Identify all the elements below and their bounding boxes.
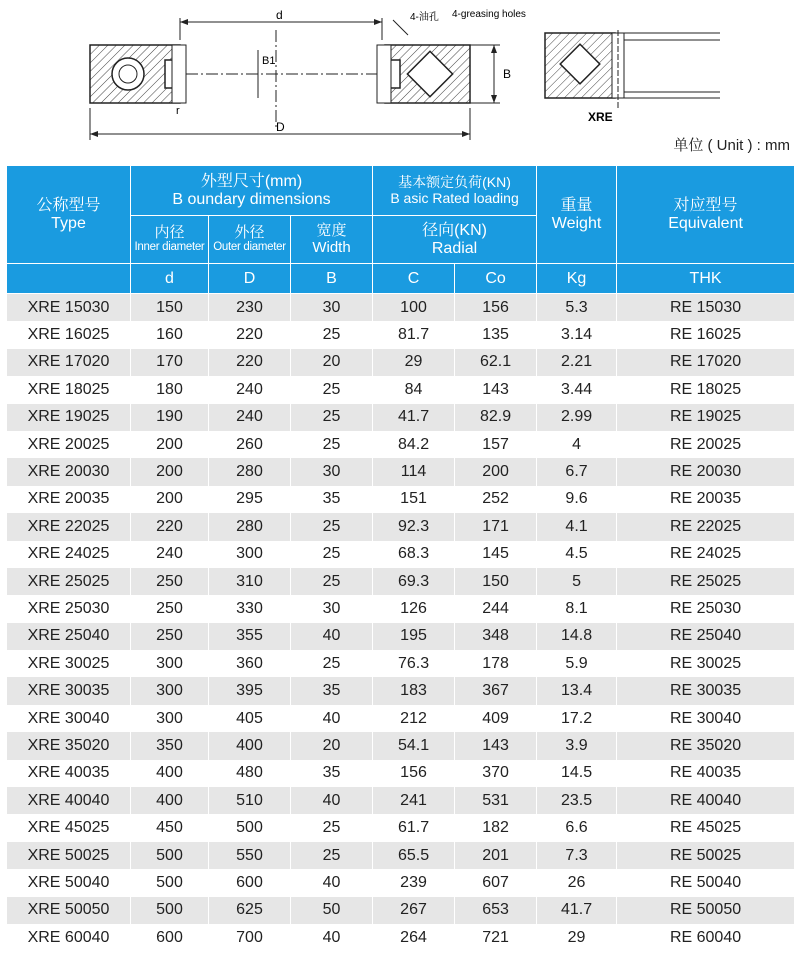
table-row (7, 842, 795, 869)
inner-diameter-cell: 500 (131, 842, 209, 869)
weight-cell: 4 (537, 431, 617, 458)
width-cell: 25 (291, 376, 373, 403)
inner-diameter-cell: 450 (131, 814, 209, 841)
inner-diameter-cell: 160 (131, 321, 209, 348)
table-row (7, 486, 795, 513)
type-cell: XRE 17020 (7, 349, 131, 376)
radial-header-en: Radial (431, 239, 478, 257)
table-row (7, 349, 795, 376)
table-row (7, 458, 795, 485)
inner-header-en: Inner diameter (134, 241, 205, 254)
table-row (7, 732, 795, 759)
width-cell: 40 (291, 924, 373, 951)
radial-co-cell: 200 (455, 458, 537, 485)
equivalent-cell: RE 19025 (617, 404, 795, 431)
outer-header (209, 216, 291, 264)
inner-diameter-cell: 200 (131, 431, 209, 458)
width-header-cn: 宽度 (316, 222, 347, 239)
equivalent-cell: RE 40040 (617, 787, 795, 814)
outer-diameter-cell: 500 (209, 814, 291, 841)
width-cell: 35 (291, 760, 373, 787)
equivalent-cell: RE 35020 (617, 732, 795, 759)
radial-c-cell: 68.3 (373, 541, 455, 568)
radial-c-cell: 264 (373, 924, 455, 951)
weight-cell: 5.9 (537, 650, 617, 677)
width-cell: 25 (291, 541, 373, 568)
equivalent-header-cn: 对应型号 (673, 196, 738, 214)
equivalent-cell: RE 25040 (617, 623, 795, 650)
type-cell: XRE 30035 (7, 677, 131, 704)
type-cell: XRE 60040 (7, 924, 131, 951)
width-cell: 40 (291, 623, 373, 650)
width-cell: 20 (291, 349, 373, 376)
table-row (7, 321, 795, 348)
radial-co-cell: 62.1 (455, 349, 537, 376)
boundary-header-cn: 外型尺寸(mm) (200, 172, 303, 190)
inner-diameter-cell: 250 (131, 623, 209, 650)
col-Co: Co (455, 264, 537, 294)
type-cell: XRE 16025 (7, 321, 131, 348)
width-cell: 25 (291, 814, 373, 841)
unit-note: 单位 ( Unit ) : mm (673, 137, 790, 154)
inner-diameter-cell: 400 (131, 787, 209, 814)
equivalent-cell: RE 50040 (617, 869, 795, 896)
type-cell: XRE 25030 (7, 595, 131, 622)
type-cell: XRE 30025 (7, 650, 131, 677)
table-row (7, 677, 795, 704)
equivalent-cell: RE 17020 (617, 349, 795, 376)
type-cell: XRE 30040 (7, 705, 131, 732)
weight-cell: 17.2 (537, 705, 617, 732)
col-D: D (209, 264, 291, 294)
radial-c-cell: 126 (373, 595, 455, 622)
inner-diameter-cell: 300 (131, 650, 209, 677)
weight-cell: 6.6 (537, 814, 617, 841)
outer-diameter-cell: 310 (209, 568, 291, 595)
equivalent-cell: RE 20030 (617, 458, 795, 485)
weight-cell: 2.99 (537, 404, 617, 431)
radial-header (373, 216, 537, 264)
weight-cell: 14.5 (537, 760, 617, 787)
table-row (7, 376, 795, 403)
radial-c-cell: 65.5 (373, 842, 455, 869)
weight-cell: 4.1 (537, 513, 617, 540)
outer-diameter-cell: 280 (209, 458, 291, 485)
radial-co-cell: 145 (455, 541, 537, 568)
width-cell: 25 (291, 650, 373, 677)
table-row (7, 513, 795, 540)
weight-cell: 6.7 (537, 458, 617, 485)
type-cell: XRE 50040 (7, 869, 131, 896)
inner-diameter-cell: 190 (131, 404, 209, 431)
holes-cn-label: 4-油孔 (410, 12, 439, 23)
type-cell: XRE 35020 (7, 732, 131, 759)
radial-c-cell: 69.3 (373, 568, 455, 595)
equivalent-cell: RE 50050 (617, 897, 795, 924)
radial-c-cell: 61.7 (373, 814, 455, 841)
table-header (7, 166, 795, 294)
boundary-header (131, 166, 373, 216)
width-cell: 50 (291, 897, 373, 924)
table-row (7, 787, 795, 814)
inner-diameter-cell: 400 (131, 760, 209, 787)
weight-cell: 29 (537, 924, 617, 951)
table-row (7, 705, 795, 732)
outer-diameter-cell: 295 (209, 486, 291, 513)
radial-co-cell: 607 (455, 869, 537, 896)
boundary-header-en: B oundary dimensions (172, 190, 331, 208)
radial-header-cn: 径向(KN) (422, 221, 487, 239)
radial-c-cell: 151 (373, 486, 455, 513)
radial-co-cell: 157 (455, 431, 537, 458)
dim-d-label: d (276, 8, 283, 22)
type-cell: XRE 24025 (7, 541, 131, 568)
type-cell: XRE 20030 (7, 458, 131, 485)
equivalent-header-en: Equivalent (668, 214, 743, 232)
width-header (291, 216, 373, 264)
weight-cell: 14.8 (537, 623, 617, 650)
table-row (7, 814, 795, 841)
weight-cell: 9.6 (537, 486, 617, 513)
outer-diameter-cell: 600 (209, 869, 291, 896)
radial-co-cell: 252 (455, 486, 537, 513)
width-header-en: Width (312, 238, 351, 256)
type-cell: XRE 18025 (7, 376, 131, 403)
radial-c-cell: 84.2 (373, 431, 455, 458)
radial-co-cell: 348 (455, 623, 537, 650)
outer-diameter-cell: 240 (209, 376, 291, 403)
weight-cell: 3.9 (537, 732, 617, 759)
inner-diameter-cell: 250 (131, 568, 209, 595)
radial-co-cell: 171 (455, 513, 537, 540)
radial-c-cell: 241 (373, 787, 455, 814)
inner-diameter-cell: 500 (131, 897, 209, 924)
col-kg: Kg (537, 264, 617, 294)
outer-diameter-cell: 280 (209, 513, 291, 540)
equivalent-cell: RE 45025 (617, 814, 795, 841)
equivalent-cell: RE 60040 (617, 924, 795, 951)
inner-diameter-cell: 250 (131, 595, 209, 622)
equivalent-cell: RE 30025 (617, 650, 795, 677)
type-header-en: Type (51, 214, 86, 232)
spec-table (6, 165, 795, 951)
radial-co-cell: 244 (455, 595, 537, 622)
equivalent-cell: RE 25030 (617, 595, 795, 622)
equivalent-cell: RE 20025 (617, 431, 795, 458)
type-cell: XRE 20025 (7, 431, 131, 458)
equivalent-header (617, 166, 795, 264)
outer-diameter-cell: 355 (209, 623, 291, 650)
table-row (7, 404, 795, 431)
radial-co-cell: 150 (455, 568, 537, 595)
inner-diameter-cell: 220 (131, 513, 209, 540)
table-row (7, 623, 795, 650)
load-header-cn: 基本额定负荷(KN) (398, 174, 511, 191)
outer-diameter-cell: 625 (209, 897, 291, 924)
width-cell: 30 (291, 458, 373, 485)
weight-header (537, 166, 617, 264)
outer-diameter-cell: 360 (209, 650, 291, 677)
dim-B-label: B (503, 67, 512, 81)
outer-diameter-cell: 220 (209, 321, 291, 348)
width-cell: 25 (291, 321, 373, 348)
weight-cell: 7.3 (537, 842, 617, 869)
type-cell: XRE 50050 (7, 897, 131, 924)
type-cell: XRE 25040 (7, 623, 131, 650)
type-cell: XRE 45025 (7, 814, 131, 841)
width-cell: 25 (291, 842, 373, 869)
inner-diameter-cell: 170 (131, 349, 209, 376)
radial-c-cell: 183 (373, 677, 455, 704)
weight-cell: 23.5 (537, 787, 617, 814)
outer-header-cn: 外径 (234, 223, 265, 241)
weight-header-en: Weight (551, 214, 602, 232)
radial-c-cell: 114 (373, 458, 455, 485)
radial-c-cell: 92.3 (373, 513, 455, 540)
dim-D-label: D (276, 120, 285, 134)
equivalent-cell: RE 50025 (617, 842, 795, 869)
radial-c-cell: 29 (373, 349, 455, 376)
radial-co-cell: 178 (455, 650, 537, 677)
outer-diameter-cell: 510 (209, 787, 291, 814)
outer-diameter-cell: 330 (209, 595, 291, 622)
width-cell: 30 (291, 294, 373, 322)
radial-c-cell: 239 (373, 869, 455, 896)
weight-cell: 41.7 (537, 897, 617, 924)
outer-diameter-cell: 240 (209, 404, 291, 431)
outer-diameter-cell: 230 (209, 294, 291, 322)
radial-c-cell: 84 (373, 376, 455, 403)
outer-diameter-cell: 405 (209, 705, 291, 732)
radial-c-cell: 100 (373, 294, 455, 322)
type-cell: XRE 20035 (7, 486, 131, 513)
table-row (7, 924, 795, 951)
table-row (7, 568, 795, 595)
radial-co-cell: 653 (455, 897, 537, 924)
radial-co-cell: 143 (455, 376, 537, 403)
col-B: B (291, 264, 373, 294)
equivalent-cell: RE 25025 (617, 568, 795, 595)
table-row (7, 897, 795, 924)
equivalent-cell: RE 15030 (617, 294, 795, 322)
width-cell: 25 (291, 513, 373, 540)
radial-co-cell: 201 (455, 842, 537, 869)
holes-en-label: 4-greasing holes (452, 9, 526, 20)
radial-co-cell: 367 (455, 677, 537, 704)
table-row (7, 650, 795, 677)
width-cell: 20 (291, 732, 373, 759)
col-blank (7, 264, 131, 294)
radial-co-cell: 409 (455, 705, 537, 732)
width-cell: 25 (291, 404, 373, 431)
table-row (7, 431, 795, 458)
weight-cell: 13.4 (537, 677, 617, 704)
width-cell: 30 (291, 595, 373, 622)
weight-cell: 8.1 (537, 595, 617, 622)
equivalent-cell: RE 30035 (617, 677, 795, 704)
type-cell: XRE 19025 (7, 404, 131, 431)
equivalent-cell: RE 24025 (617, 541, 795, 568)
inner-diameter-cell: 600 (131, 924, 209, 951)
equivalent-cell: RE 40035 (617, 760, 795, 787)
width-cell: 35 (291, 677, 373, 704)
radial-c-cell: 267 (373, 897, 455, 924)
radial-co-cell: 531 (455, 787, 537, 814)
outer-diameter-cell: 300 (209, 541, 291, 568)
inner-diameter-cell: 200 (131, 486, 209, 513)
equivalent-cell: RE 16025 (617, 321, 795, 348)
inner-diameter-cell: 500 (131, 869, 209, 896)
col-C: C (373, 264, 455, 294)
type-cell: XRE 22025 (7, 513, 131, 540)
outer-diameter-cell: 700 (209, 924, 291, 951)
width-cell: 25 (291, 431, 373, 458)
width-cell: 40 (291, 787, 373, 814)
table-row (7, 595, 795, 622)
col-d: d (131, 264, 209, 294)
weight-cell: 5.3 (537, 294, 617, 322)
radial-co-cell: 156 (455, 294, 537, 322)
inner-diameter-cell: 300 (131, 677, 209, 704)
weight-cell: 5 (537, 568, 617, 595)
equivalent-cell: RE 18025 (617, 376, 795, 403)
dim-b1-label: B1 (262, 55, 276, 67)
type-cell: XRE 40035 (7, 760, 131, 787)
outer-diameter-cell: 395 (209, 677, 291, 704)
radial-co-cell: 82.9 (455, 404, 537, 431)
outer-diameter-cell: 220 (209, 349, 291, 376)
type-cell: XRE 25025 (7, 568, 131, 595)
inner-diameter-cell: 300 (131, 705, 209, 732)
inner-diameter-cell: 350 (131, 732, 209, 759)
table-body (7, 294, 795, 952)
radial-co-cell: 135 (455, 321, 537, 348)
type-header (7, 166, 131, 264)
table-row (7, 294, 795, 322)
table-row (7, 869, 795, 896)
equivalent-cell: RE 22025 (617, 513, 795, 540)
inner-diameter-cell: 180 (131, 376, 209, 403)
radial-co-cell: 721 (455, 924, 537, 951)
weight-cell: 4.5 (537, 541, 617, 568)
width-cell: 40 (291, 705, 373, 732)
table-row (7, 760, 795, 787)
inner-header (131, 216, 209, 264)
radial-c-cell: 195 (373, 623, 455, 650)
weight-cell: 3.14 (537, 321, 617, 348)
weight-cell: 2.21 (537, 349, 617, 376)
radial-c-cell: 54.1 (373, 732, 455, 759)
col-thk: THK (617, 264, 795, 294)
dim-r-label: r (176, 105, 180, 117)
radial-c-cell: 212 (373, 705, 455, 732)
width-cell: 25 (291, 568, 373, 595)
model-label: XRE (588, 110, 613, 124)
radial-co-cell: 370 (455, 760, 537, 787)
weight-header-cn: 重量 (560, 196, 593, 214)
type-cell: XRE 40040 (7, 787, 131, 814)
inner-diameter-cell: 200 (131, 458, 209, 485)
radial-c-cell: 81.7 (373, 321, 455, 348)
inner-header-cn: 内径 (154, 223, 185, 241)
type-cell: XRE 15030 (7, 294, 131, 322)
width-cell: 40 (291, 869, 373, 896)
load-header (373, 166, 537, 216)
outer-diameter-cell: 480 (209, 760, 291, 787)
outer-diameter-cell: 400 (209, 732, 291, 759)
outer-diameter-cell: 260 (209, 431, 291, 458)
type-cell: XRE 50025 (7, 842, 131, 869)
weight-cell: 3.44 (537, 376, 617, 403)
outer-diameter-cell: 550 (209, 842, 291, 869)
equivalent-cell: RE 30040 (617, 705, 795, 732)
outer-header-en: Outer diameter (213, 241, 286, 254)
inner-diameter-cell: 240 (131, 541, 209, 568)
type-header-cn: 公称型号 (36, 196, 101, 214)
radial-c-cell: 76.3 (373, 650, 455, 677)
load-header-en: B asic Rated loading (390, 189, 519, 206)
width-cell: 35 (291, 486, 373, 513)
radial-c-cell: 41.7 (373, 404, 455, 431)
weight-cell: 26 (537, 869, 617, 896)
radial-co-cell: 143 (455, 732, 537, 759)
equivalent-cell: RE 20035 (617, 486, 795, 513)
radial-co-cell: 182 (455, 814, 537, 841)
inner-diameter-cell: 150 (131, 294, 209, 322)
table-row (7, 541, 795, 568)
radial-c-cell: 156 (373, 760, 455, 787)
